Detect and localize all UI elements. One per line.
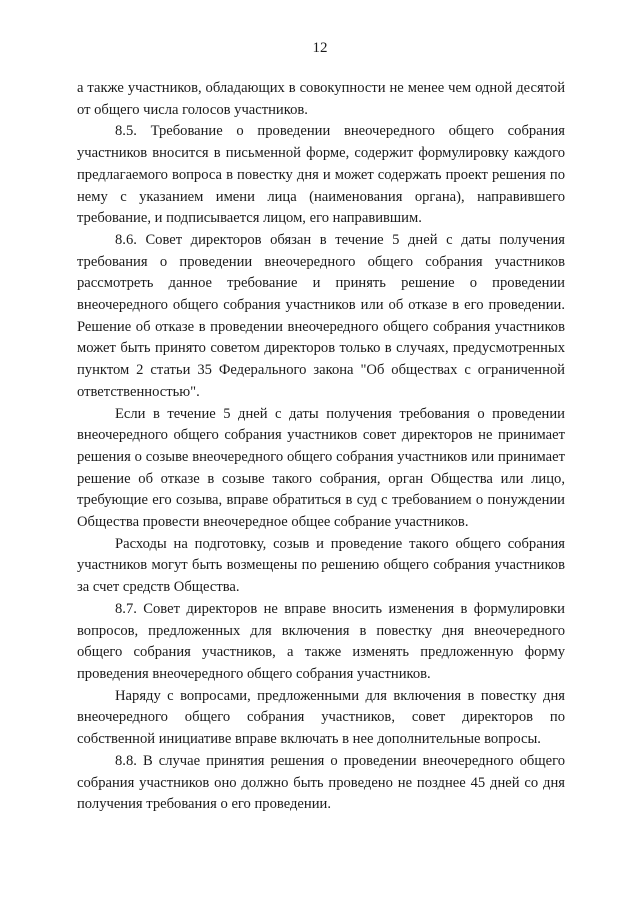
paragraph-8-7: 8.7. Совет директоров не вправе вносить изменения в формулировки вопросов, предложенных для включения в повестку дня внеочередного общего собрания участников, а также изменять предложенную форму проведения внеочередного общего собрания участников. bbox=[77, 600, 565, 682]
page-number: 12 bbox=[312, 40, 328, 56]
document-body bbox=[77, 78, 565, 816]
paragraph-8-7-additional: Наряду с вопросами, предложенными для включения в повестку дня внеочередного общего собрания участников, совет директоров по собственной инициативе вправе включать в нее дополнительные вопросы. bbox=[77, 687, 565, 748]
paragraph-8-6: 8.6. Совет директоров обязан в течение 5 дней с даты получения требования о проведении внеочередного общего собрания участников рассмотреть данное требование и принять решение о проведении внеочередного общего собрания участников или об отказе в его проведении. Решение об отказе в проведении внеочередного общего собрания участников может быть принято советом директоров только в случаях, предусмотренных пунктом 2 статьи 35 Федерального закона "Об обществах с ограниченной ответственностью". bbox=[77, 231, 565, 400]
paragraph-continuation: а также участников, обладающих в совокупности не менее чем одной десятой от общего числа голосов участников. bbox=[77, 80, 565, 118]
paragraph-8-5: 8.5. Требование о проведении внеочередного общего собрания участников вносится в письменной форме, содержит формулировку каждого предлагаемого вопроса в повестку дня и может содержать проект решения по нему с указанием имени лица (наименования органа), направившего требование, и подписывается лицом, его направившим. bbox=[77, 123, 565, 227]
paragraph-8-6-expenses: Расходы на подготовку, созыв и проведение такого общего собрания участников могут быть возмещены по решению общего собрания участников за счет средств Общества. bbox=[77, 535, 565, 596]
paragraph-8-6-court: Если в течение 5 дней с даты получения требования о проведении внеочередного общего собрания участников совет директоров не принимает решения о созыве внеочередного общего собрания участников или принимает решение об отказе в созыве такого собрания, орган Общества или лицо, требующие его созыва, вправе обратиться в суд с требованием о понуждении Общества провести внеочередное общее собрание участников. bbox=[77, 405, 565, 531]
paragraph-8-8: 8.8. В случае принятия решения о проведении внеочередного общего собрания участников оно должно быть проведено не позднее 45 дней со дня получения требования о его проведении. bbox=[77, 752, 565, 813]
